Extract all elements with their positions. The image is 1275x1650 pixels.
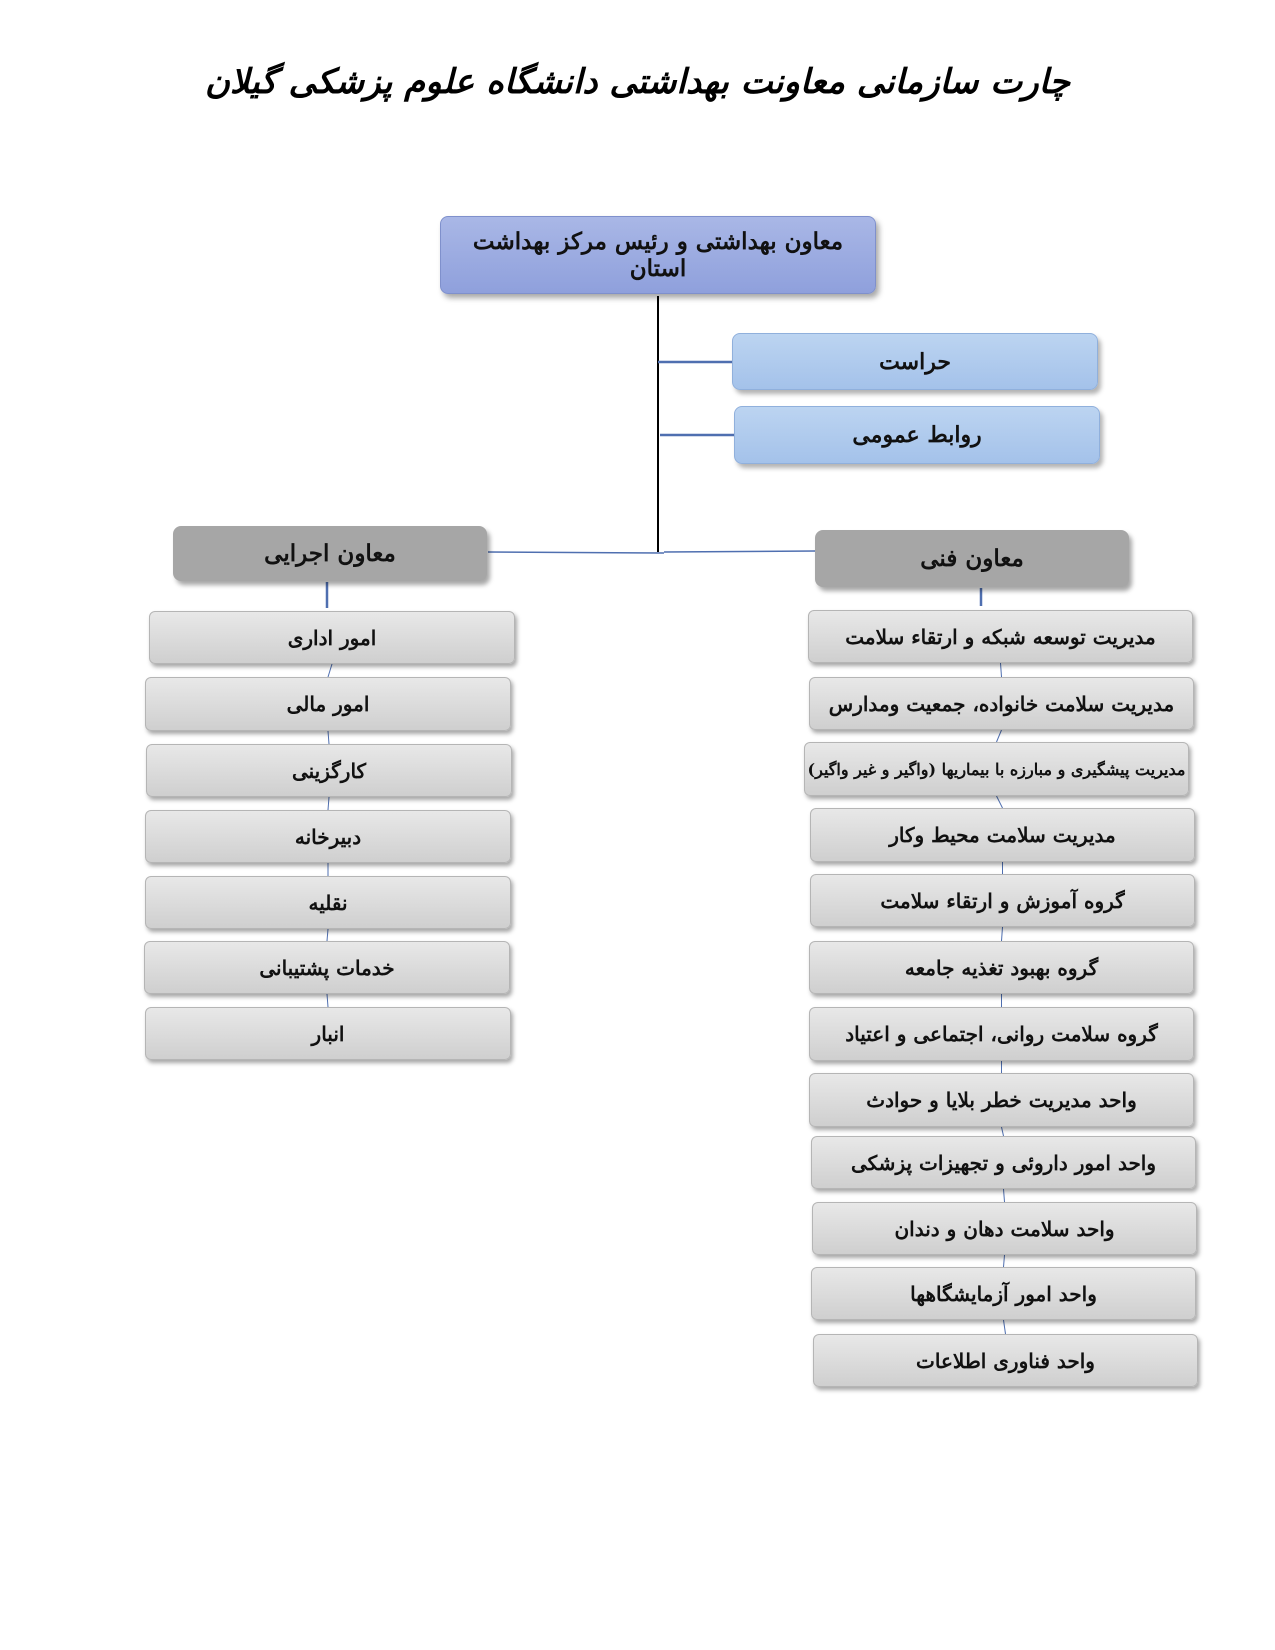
staff-box-security xyxy=(732,333,1098,390)
unit-connector xyxy=(1004,1255,1005,1267)
unit-connector xyxy=(1002,1127,1004,1136)
exec-unit-label: خدمات پشتیبانی xyxy=(259,955,395,980)
tech-unit-label: واحد مدیریت خطر بلایا و حوادث xyxy=(866,1088,1137,1112)
tech-unit-label: گروه آموزش و ارتقاء سلامت xyxy=(880,888,1125,913)
tech-unit xyxy=(813,1334,1198,1387)
exec-unit xyxy=(145,810,511,863)
exec-unit-label: امور اداری xyxy=(287,625,377,650)
unit-connector xyxy=(328,664,332,677)
tech-unit-label: واحد امور داروئی و تجهیزات پزشکی xyxy=(850,1150,1157,1175)
staff-box-public-relations xyxy=(734,406,1100,464)
tech-unit xyxy=(810,808,1195,862)
tech-unit xyxy=(811,1267,1196,1320)
exec-unit-label: کارگزینی xyxy=(291,758,367,783)
technical-deputy-box xyxy=(815,530,1129,587)
technical-deputy-label: معاون فنی xyxy=(920,545,1024,572)
tech-unit-label: واحد فناوری اطلاعات xyxy=(916,1348,1095,1373)
exec-unit xyxy=(145,677,511,731)
unit-connector xyxy=(997,730,1002,742)
unit-connector xyxy=(997,796,1003,808)
tech-unit-label: گروه بهبود تغذیه جامعه xyxy=(904,955,1099,980)
staff-label-public-relations: روابط عمومی xyxy=(852,422,982,448)
tech-unit-label: مدیریت پیشگیری و مبارزه با بیماریها (واگیر و غیر واگیر) xyxy=(807,759,1186,779)
tech-unit xyxy=(810,874,1195,927)
tech-unit-label: واحد امور آزمایشگاهها xyxy=(910,1281,1097,1306)
tech-unit xyxy=(804,742,1189,796)
executive-deputy-box xyxy=(173,526,487,581)
unit-connector xyxy=(1004,1320,1006,1334)
unit-connector xyxy=(1001,663,1002,677)
exec-unit xyxy=(144,941,510,994)
tech-unit-label: مدیریت توسعه شبکه و ارتقاء سلامت xyxy=(845,624,1156,649)
tech-unit xyxy=(809,1007,1194,1061)
tech-unit xyxy=(808,610,1193,663)
deputy-branch-right xyxy=(664,551,816,552)
tech-unit-label: مدیریت سلامت خانواده، جمعیت ومدارس xyxy=(828,691,1175,716)
unit-connector xyxy=(327,994,328,1007)
head-box xyxy=(440,216,876,294)
exec-unit xyxy=(146,744,512,797)
tech-unit xyxy=(809,941,1194,994)
exec-unit-label: امور مالی xyxy=(286,692,370,716)
tech-unit-label: گروه سلامت روانی، اجتماعی و اعتیاد xyxy=(845,1022,1158,1046)
tech-unit xyxy=(812,1202,1197,1255)
tech-unit xyxy=(809,677,1194,730)
deputy-branch-left xyxy=(488,552,664,553)
exec-unit xyxy=(145,876,511,929)
unit-connector xyxy=(1004,1189,1005,1202)
exec-unit-label: انبار xyxy=(311,1021,345,1046)
unit-connector xyxy=(327,929,328,941)
head-label: معاون بهداشتی و رئیس مرکز بهداشت استان xyxy=(472,228,844,282)
exec-unit xyxy=(145,1007,511,1060)
unit-connector xyxy=(328,731,329,744)
unit-connector xyxy=(1002,927,1003,941)
tech-unit xyxy=(809,1073,1194,1127)
exec-unit-label: دبیرخانه xyxy=(294,824,362,849)
unit-connector xyxy=(328,797,329,810)
page-title: چارت سازمانی معاونت بهداشتی دانشگاه علوم پزشکی گیلان xyxy=(204,62,1071,102)
exec-unit xyxy=(149,611,515,664)
tech-unit-label: مدیریت سلامت محیط وکار xyxy=(889,823,1116,847)
tech-unit xyxy=(811,1136,1196,1189)
exec-unit-label: نقلیه xyxy=(308,890,348,915)
staff-label-security: حراست xyxy=(879,348,951,375)
executive-deputy-label: معاون اجرایی xyxy=(264,540,396,567)
tech-unit-label: واحد سلامت دهان و دندان xyxy=(894,1216,1115,1241)
